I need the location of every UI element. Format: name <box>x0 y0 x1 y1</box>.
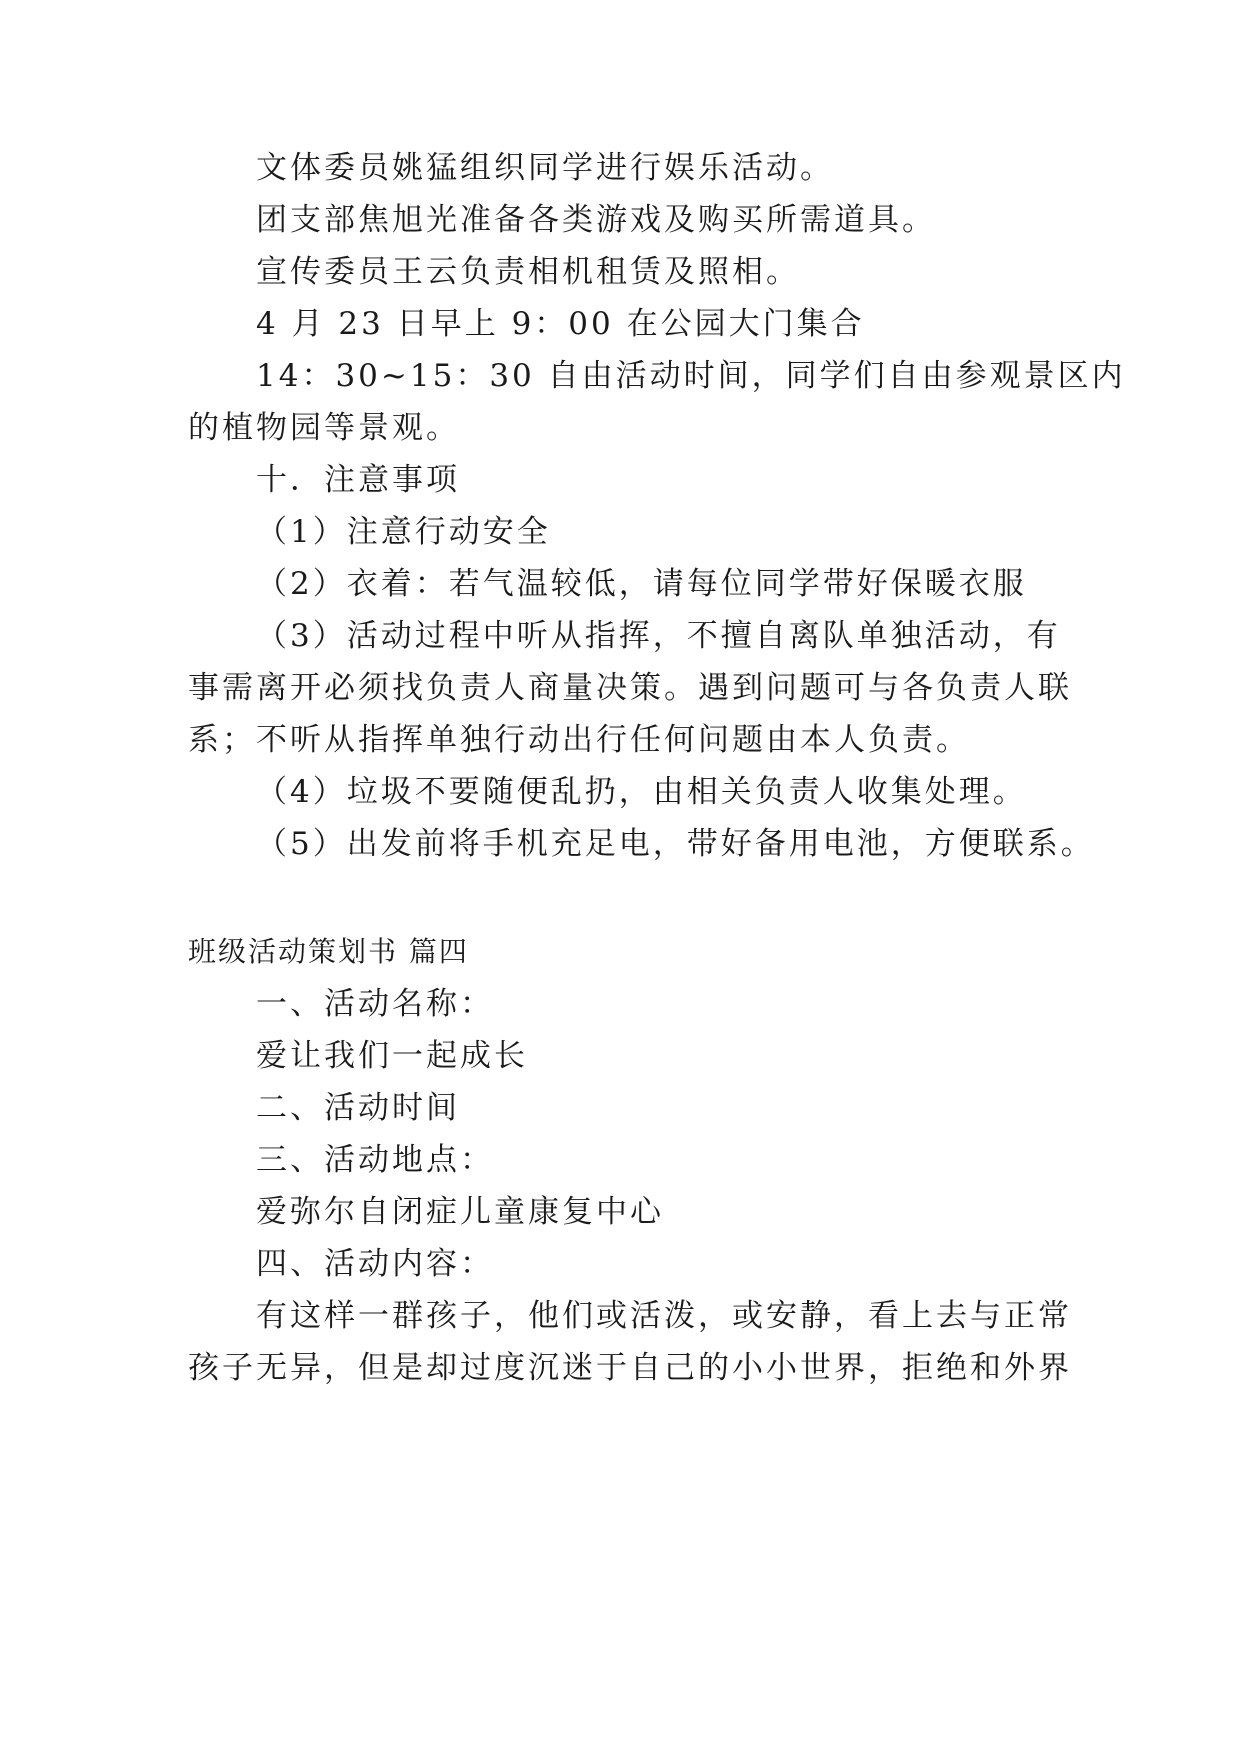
note-item-2: （2）衣着：若气温较低，请每位同学带好保暖衣服 <box>256 566 1027 602</box>
paragraph-entertainment: 文体委员姚猛组织同学进行娱乐活动。 <box>256 150 834 186</box>
item-1-value: 爱让我们一起成长 <box>256 1038 528 1074</box>
paragraph-meeting-time: 4 月 23 日早上 9：00 在公园大门集合 <box>256 306 865 342</box>
paragraph-free-time-line1: 14：30~15：30 自由活动时间，同学们自由参观景区内 <box>256 358 1126 394</box>
paragraph-games: 团支部焦旭光准备各类游戏及购买所需道具。 <box>256 202 936 238</box>
item-1-title: 一、活动名称： <box>256 986 494 1022</box>
paragraph-free-time-line2: 的植物园等景观。 <box>188 410 460 446</box>
item-4-title: 四、活动内容： <box>256 1246 494 1282</box>
note-item-4: （4）垃圾不要随便乱扔，由相关负责人收集处理。 <box>256 774 1027 810</box>
document-heading: 班级活动策划书 篇四 <box>188 935 469 968</box>
note-item-3-line1: （3）活动过程中听从指挥，不擅自离队单独活动，有 <box>256 618 1061 654</box>
section-heading-notes: 十．注意事项 <box>256 462 460 498</box>
note-item-5: （5）出发前将手机充足电，带好备用电池，方便联系。 <box>256 826 1095 862</box>
item-2-title: 二、活动时间 <box>256 1090 460 1126</box>
item-3-value: 爱弥尔自闭症儿童康复中心 <box>256 1194 664 1230</box>
item-3-title: 三、活动地点： <box>256 1142 494 1178</box>
content-line-1: 有这样一群孩子，他们或活泼，或安静，看上去与正常 <box>256 1298 1072 1334</box>
note-item-3-line2: 事需离开必须找负责人商量决策。遇到问题可与各负责人联 <box>188 670 1072 706</box>
note-item-1: （1）注意行动安全 <box>256 514 551 550</box>
note-item-3-line3: 系；不听从指挥单独行动出行任何问题由本人负责。 <box>188 722 970 758</box>
content-line-2: 孩子无异，但是却过度沉迷于自己的小小世界，拒绝和外界 <box>188 1350 1072 1386</box>
paragraph-camera: 宣传委员王云负责相机租赁及照相。 <box>256 254 800 290</box>
